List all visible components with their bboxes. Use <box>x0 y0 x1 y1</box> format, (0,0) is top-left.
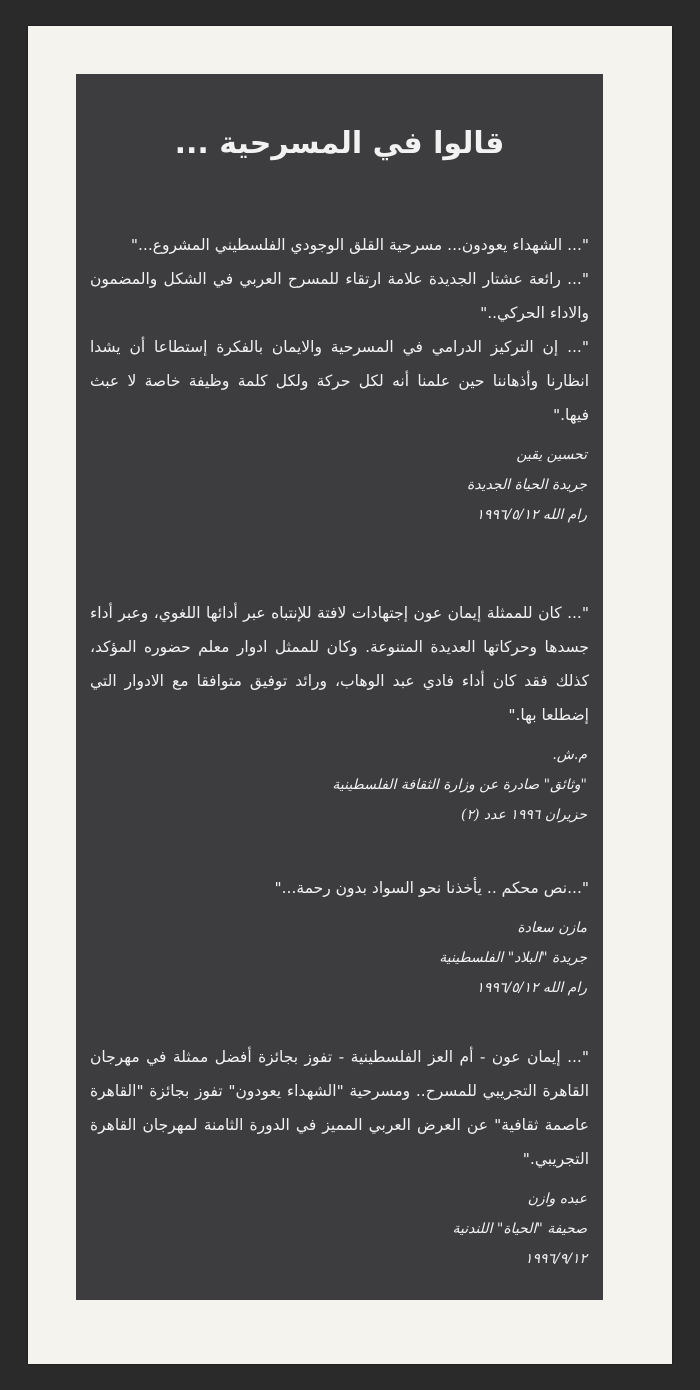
review-quote: "...نص محكم .. يأخذنا نحو السواد بدون رحمة..." <box>274 879 589 897</box>
reviews-panel <box>76 74 603 1300</box>
author-name: م.ش. <box>552 747 587 763</box>
publication-date: ١٩٩٦/٩/١٢ <box>524 1251 587 1267</box>
review-quote: "... كان للممثلة إيمان عون إجتهادات لافتة للإنتباه عبر أدائها اللغوي، وعبر أداء جسدها وحركاتها العديدة المتنوعة. وكان للممثل ادوار معلم حضوره المؤكد، كذلك فقد كان أداء فادي عبد الوهاب، ورائد توفيق متوافقا مع الادوار التي إضطلعا بها." <box>90 604 589 724</box>
review-quote: "... إن التركيز الدرامي في المسرحية والايمان بالفكرة إستطاعا أن يشدا انظارنا وأذهاننا حين علمنا أنه لكل حركة ولكل كلمة وظيفة خاصة لا عبث فيها." <box>90 338 589 424</box>
page-title: قالوا في المسرحية ... <box>174 126 505 161</box>
publication-date: رام الله ١٩٩٦/٥/١٢ <box>476 507 587 523</box>
review-quote: "... إيمان عون - أم العز الفلسطينية - تفوز بجائزة أفضل ممثلة في مهرجان القاهرة التجريبي للمسرح.. ومسرحية "الشهداء يعودون" تفوز بجائزة "القاهرة عاصمة ثقافية" عن العرض العربي المميز في الدورة الثامنة لمهرجان القاهرة التجريبي." <box>90 1048 589 1168</box>
review-signature <box>90 1184 589 1274</box>
review-section <box>90 228 589 530</box>
author-name: مازن سعادة <box>517 920 587 936</box>
publication-name: جريدة "البلاد" الفلسطينية <box>439 950 587 966</box>
review-section <box>90 596 589 830</box>
review-signature <box>90 440 589 530</box>
author-name: تحسين يقين <box>516 447 587 463</box>
publication-name: "وثائق" صادرة عن وزارة الثقافة الفلسطينية <box>332 777 587 793</box>
review-quote: "... الشهداء يعودون... مسرحية القلق الوجودي الفلسطيني المشروع..." <box>130 236 589 254</box>
review-signature <box>90 740 589 830</box>
publication-date: حزيران ١٩٩٦ عدد (٢) <box>460 807 587 823</box>
review-section <box>90 1040 589 1274</box>
review-quote: "... رائعة عشتار الجديدة علامة ارتقاء للمسرح العربي في الشكل والمضمون والاداء الحركي.." <box>90 270 589 322</box>
review-section <box>90 871 589 1003</box>
publication-date: رام الله ١٩٩٦/٥/١٢ <box>476 980 587 996</box>
author-name: عبده وازن <box>527 1191 587 1207</box>
publication-name: جريدة الحياة الجديدة <box>467 477 587 493</box>
review-signature <box>90 913 589 1003</box>
publication-name: صحيفة "الحياة" اللندنية <box>452 1221 587 1237</box>
flyer-page <box>28 26 672 1364</box>
